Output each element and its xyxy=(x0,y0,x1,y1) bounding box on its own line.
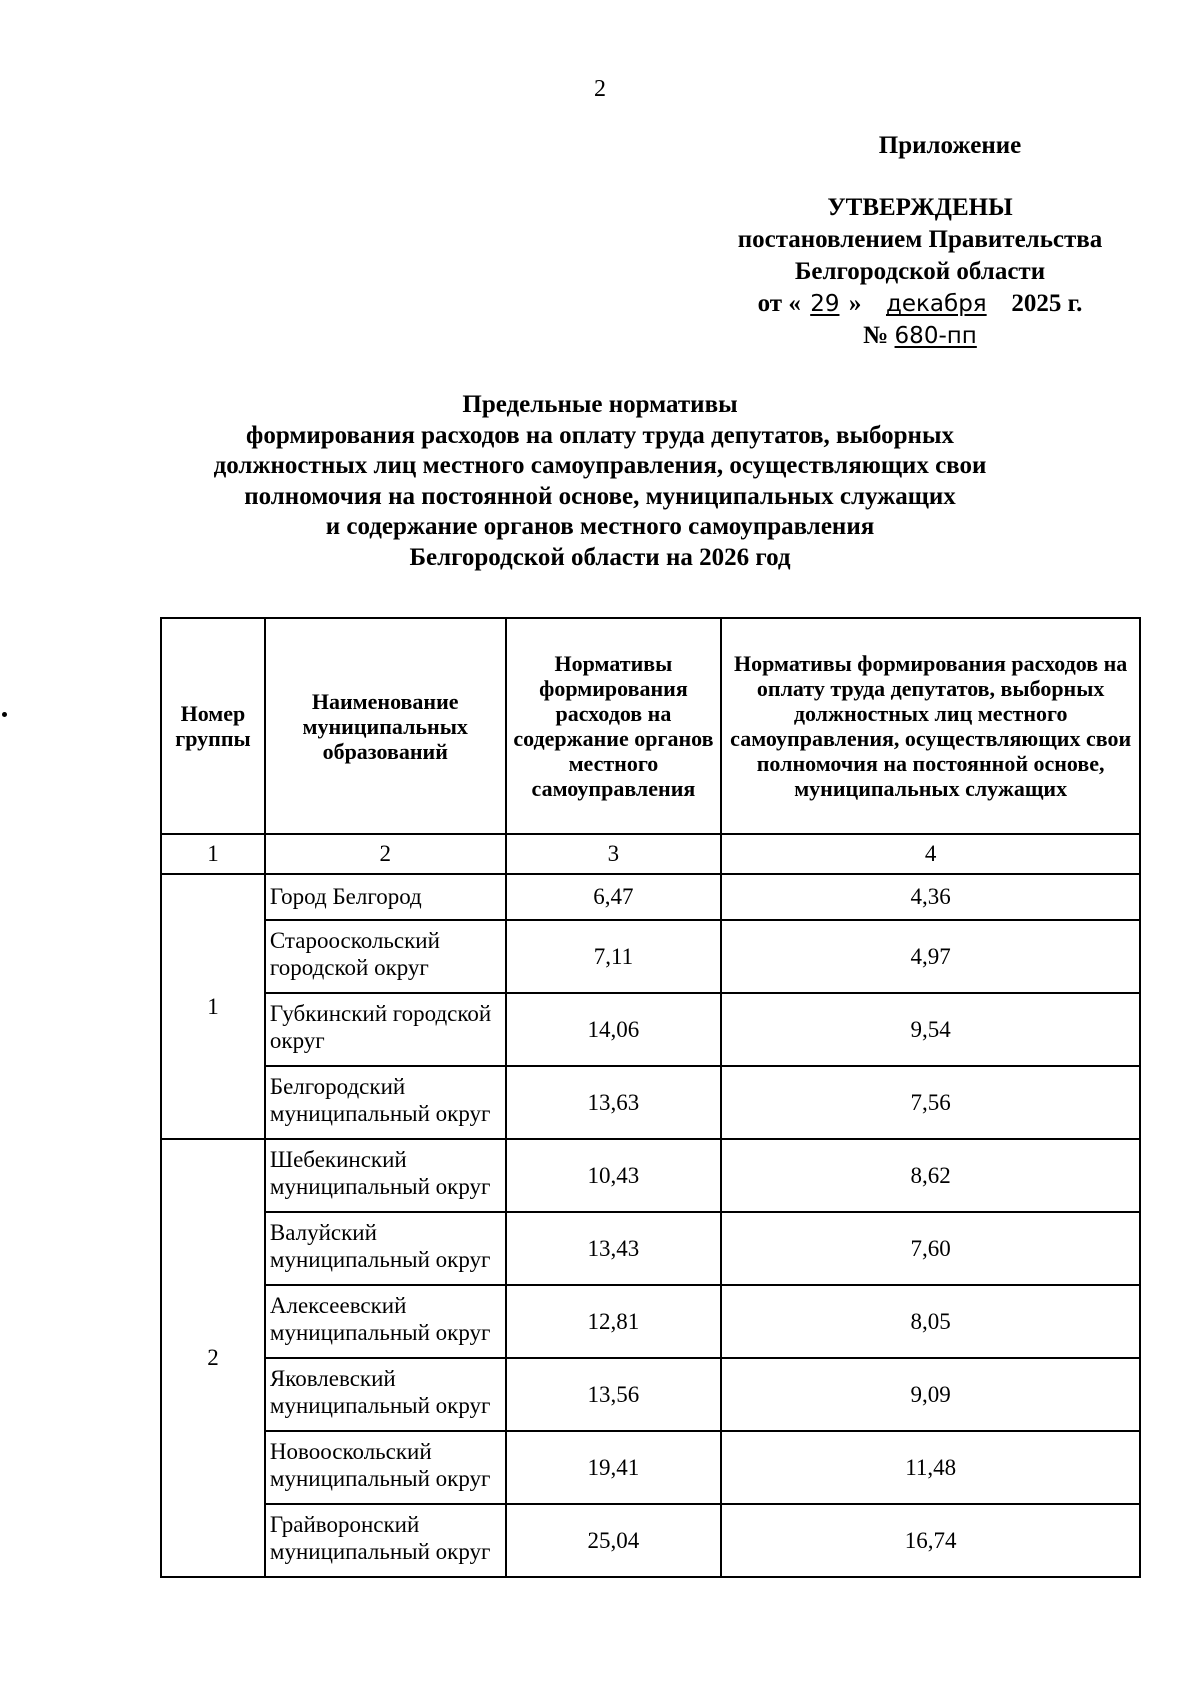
salary-norm: 9,54 xyxy=(721,993,1140,1066)
scan-speck xyxy=(2,712,7,717)
header-municipality-name: Наименование муниципальных образований xyxy=(265,618,506,834)
maintenance-norm: 13,43 xyxy=(506,1212,722,1285)
salary-norm: 9,09 xyxy=(721,1358,1140,1431)
municipality-name: Алексеевский муниципальный округ xyxy=(265,1285,506,1358)
title-line: формирования расходов на оплату труда депутатов, выборных xyxy=(246,421,954,449)
table-row xyxy=(161,1358,1140,1431)
title-line: должностных лиц местного самоуправления, осуществляющих свои xyxy=(213,452,987,479)
approved-label: УТВЕРЖДЕНЫ xyxy=(827,194,1013,221)
table-header-row xyxy=(161,618,1140,834)
number-prefix: № xyxy=(863,322,889,349)
group-number: 2 xyxy=(161,1139,265,1577)
table-row xyxy=(161,1066,1140,1139)
maintenance-norm: 6,47 xyxy=(506,874,722,920)
salary-norm: 7,60 xyxy=(721,1212,1140,1285)
table-row xyxy=(161,874,1140,920)
column-number: 3 xyxy=(506,834,722,874)
maintenance-norm: 13,63 xyxy=(506,1066,722,1139)
column-number: 4 xyxy=(721,834,1140,874)
table-row xyxy=(161,1212,1140,1285)
table-row xyxy=(161,920,1140,993)
date-day: 29 xyxy=(810,291,840,317)
municipality-name: Грайворонский муниципальный округ xyxy=(265,1504,506,1577)
municipality-name: Новооскольский муниципальный округ xyxy=(265,1431,506,1504)
header-salary-norm: Нормативы формирования расходов на оплату труда депутатов, выборных должностных лиц местного самоуправления, осуществляющих свои полномочия на постоянной основе, муниципальных служащих xyxy=(721,618,1140,834)
maintenance-norm: 12,81 xyxy=(506,1285,722,1358)
maintenance-norm: 10,43 xyxy=(506,1139,722,1212)
maintenance-norm: 25,04 xyxy=(506,1504,722,1577)
column-number: 1 xyxy=(161,834,265,874)
title-line: Белгородской области на 2026 год xyxy=(409,543,791,571)
document-number: 680-пп xyxy=(894,323,977,349)
group-number: 1 xyxy=(161,874,265,1139)
title-line: Предельные нормативы xyxy=(462,391,738,418)
municipality-name: Яковлевский муниципальный округ xyxy=(265,1358,506,1431)
salary-norm: 4,97 xyxy=(721,920,1140,993)
approved-by-line: постановлением Правительства xyxy=(737,226,1103,253)
column-number-row xyxy=(161,834,1140,874)
municipality-name: Губкинский городской округ xyxy=(265,993,506,1066)
table-row xyxy=(161,1139,1140,1212)
table-row xyxy=(161,1285,1140,1358)
approval-number xyxy=(690,320,1150,352)
municipality-name: Валуйский муниципальный округ xyxy=(265,1212,506,1285)
maintenance-norm: 13,56 xyxy=(506,1358,722,1431)
salary-norm: 7,56 xyxy=(721,1066,1140,1139)
title-line: и содержание органов местного самоуправления xyxy=(325,513,875,540)
page-number: 2 xyxy=(594,76,606,102)
norms-table xyxy=(160,617,1141,1578)
date-month: декабря xyxy=(885,291,987,317)
municipality-name: Белгородский муниципальный округ xyxy=(265,1066,506,1139)
approval-date xyxy=(690,288,1150,320)
approved-by-region: Белгородской области xyxy=(794,258,1046,285)
title-line: полномочия на постоянной основе, муниципальных служащих xyxy=(244,482,956,510)
maintenance-norm: 19,41 xyxy=(506,1431,722,1504)
header-group-number: Номер группы xyxy=(161,618,265,834)
table-row xyxy=(161,1431,1140,1504)
date-year: 2025 г. xyxy=(1011,290,1083,317)
salary-norm: 16,74 xyxy=(721,1504,1140,1577)
salary-norm: 8,05 xyxy=(721,1285,1140,1358)
maintenance-norm: 14,06 xyxy=(506,993,722,1066)
approval-block xyxy=(690,130,1150,352)
municipality-name: Старооскольский городской округ xyxy=(265,920,506,993)
municipality-name: Город Белгород xyxy=(265,874,506,920)
header-maintenance-norm: Нормативы формирования расходов на содержание органов местного самоуправления xyxy=(506,618,722,834)
appendix-label: Приложение xyxy=(878,132,1022,159)
date-mid: » xyxy=(848,290,862,317)
column-number: 2 xyxy=(265,834,506,874)
maintenance-norm: 7,11 xyxy=(506,920,722,993)
date-prefix: от « xyxy=(757,290,801,317)
document-title xyxy=(100,390,1100,573)
municipality-name: Шебекинский муниципальный округ xyxy=(265,1139,506,1212)
table-row xyxy=(161,993,1140,1066)
salary-norm: 11,48 xyxy=(721,1431,1140,1504)
salary-norm: 8,62 xyxy=(721,1139,1140,1212)
table-row xyxy=(161,1504,1140,1577)
salary-norm: 4,36 xyxy=(721,874,1140,920)
